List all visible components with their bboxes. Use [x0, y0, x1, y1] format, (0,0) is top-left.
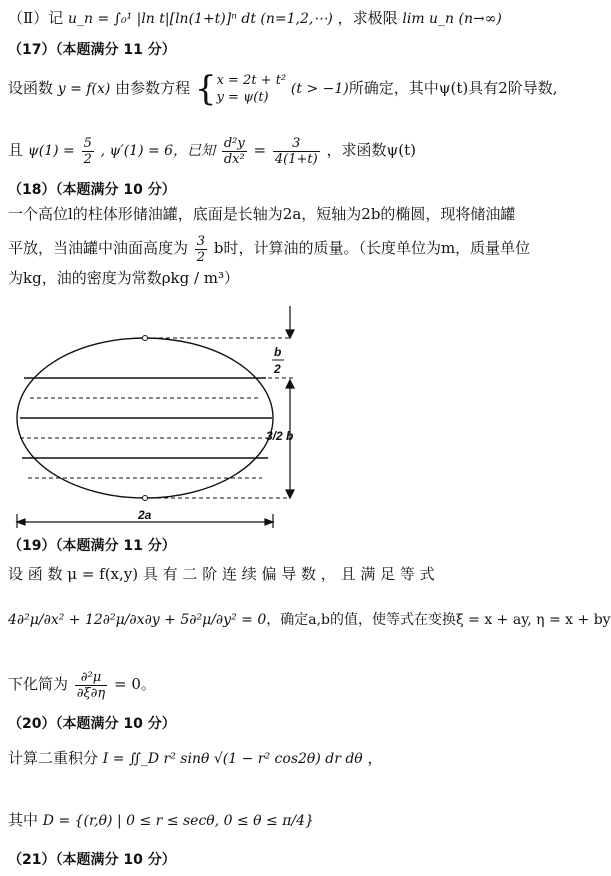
q17-line2	[8, 130, 542, 170]
q17-sys-top: x = 2t + t²	[216, 73, 287, 88]
q18-line1: 一个高位l的柱体形储油罐，底面是长轴为2a，短轴为2b的椭圆，现将储油罐	[8, 205, 516, 223]
q17-brace: {	[194, 69, 217, 109]
q17-sys-bottom: y = ψ(t)	[216, 90, 269, 105]
q19-line3-suffix: = 0。	[113, 675, 156, 693]
q20-heading: （20）（本题满分 10 分）	[8, 716, 176, 732]
q17-d2y-frac	[222, 136, 247, 167]
ellipse-tank-figure	[10, 300, 310, 530]
q17-psi1-right: , ψ′(1) = 6，已知	[100, 143, 216, 159]
q20-line1	[8, 748, 542, 769]
frac-denominator: 2	[196, 249, 206, 265]
q20-line2-prefix: 其中	[8, 811, 39, 829]
q17-line1-mid: 由参数方程	[115, 79, 191, 97]
top-arrow-head	[286, 330, 294, 338]
q16-formula: u_n = ∫₀¹ |ln t|[ln(1+t)]ⁿ dt (n=1,2,⋯)	[67, 11, 333, 27]
q19-line1: 设 函 数 μ = f(x,y) 具 有 二 阶 连 续 偏 导 数 ， 且 满 足 等 式	[8, 565, 435, 583]
q20-line2	[8, 810, 542, 831]
label-2a: 2a	[138, 508, 152, 522]
frac-numerator: d²y	[223, 135, 245, 151]
top-vertex	[143, 336, 148, 341]
q17-line2-prefix: 且	[8, 141, 24, 159]
q17-eq: =	[253, 141, 267, 159]
frac-denominator: 2	[83, 151, 92, 167]
q16-part2-line	[8, 8, 542, 29]
q17-psi1-frac	[82, 136, 94, 167]
q19-pde: 4∂²μ/∂x² + 12∂²μ/∂x∂y + 5∂²μ/∂y² = 0	[8, 612, 267, 628]
q18-frac	[195, 234, 207, 265]
q19-line3	[8, 664, 542, 704]
q17-func: y = f(x)	[57, 81, 111, 97]
q17-cond: (t > −1)	[290, 81, 349, 97]
q19-heading: （19）（本题满分 11 分）	[8, 538, 176, 554]
q18-heading: （18）（本题满分 10 分）	[8, 182, 176, 198]
label-b2-den: 2	[274, 362, 281, 376]
q17-psi1-left: ψ(1) =	[27, 143, 75, 159]
frac-numerator: 5	[83, 135, 92, 151]
frac-numerator: 3	[196, 233, 206, 249]
dim-2a-left-head	[17, 519, 25, 525]
q16-prefix: （Ⅱ）记	[8, 9, 64, 27]
q16-suffix: ，求极限	[337, 9, 398, 27]
q20-domain: D = {(r,θ) | 0 ≤ r ≤ secθ, 0 ≤ θ ≤ π/4}	[42, 813, 314, 829]
q20-line1-suffix: ，	[367, 749, 383, 767]
label-3b2: 3/2 b	[266, 429, 294, 443]
q16-limit: lim u_n (n→∞)	[402, 11, 502, 27]
q17-line1	[8, 66, 558, 110]
q20-integral: I = ∬_D r² sinθ √(1 − r² cos2θ) dr dθ	[102, 751, 363, 767]
q19-line2	[8, 610, 611, 630]
q19-frac	[75, 670, 107, 701]
q20-line1-prefix: 计算二重积分	[8, 749, 99, 767]
q17-system	[217, 72, 287, 106]
frac-denominator: ∂ξ∂η	[76, 685, 106, 701]
q18-line2	[8, 228, 542, 268]
q17-line1-prefix: 设函数	[8, 79, 54, 97]
q18-line2-prefix: 平放，当油罐中油面高度为	[8, 239, 189, 257]
q18-line3: 为kg，油的密度为常数ρkg / m³）	[8, 269, 240, 287]
frac-numerator: 3	[273, 136, 320, 152]
q21-heading: （21）（本题满分 10 分）	[8, 852, 176, 868]
bottom-arrow-up-head	[286, 380, 294, 388]
q19-line2-suffix: ，确定a,b的值，使等式在变换ξ = x + ay, η = x + by	[266, 612, 611, 628]
q17-line1-suffix: 所确定，其中ψ(t)具有2阶导数,	[348, 79, 558, 97]
label-b2-num: b	[274, 345, 282, 359]
dim-2a-right-head	[265, 519, 273, 525]
q17-rhs-frac	[273, 136, 320, 167]
bottom-arrow-down-head	[286, 490, 294, 498]
bottom-vertex	[143, 496, 148, 501]
q17-heading: （17）（本题满分 11 分）	[8, 42, 176, 58]
frac-denominator: dx²	[223, 151, 245, 167]
q19-line3-prefix: 下化简为	[8, 675, 69, 693]
q18-line2-suffix: b时，计算油的质量。（长度单位为m，质量单位	[213, 239, 531, 257]
frac-denominator: 4(1+t)	[274, 151, 318, 167]
frac-numerator: ∂²μ	[75, 670, 107, 686]
q17-line2-suffix: ，求函数ψ(t)	[326, 141, 416, 159]
